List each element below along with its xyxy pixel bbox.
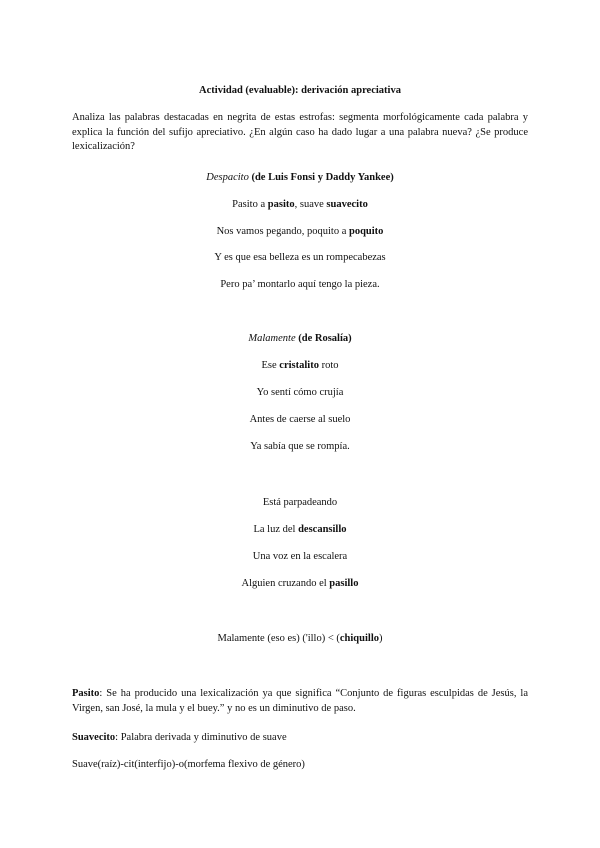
answer-suavecito: Suavecito: Palabra derivada y diminutivo de suave bbox=[72, 732, 287, 743]
song-heading-despacito: Despacito (de Luis Fonsi y Daddy Yankee) bbox=[206, 172, 394, 183]
lyric-line: Pero pa’ montarlo aquí tengo la pieza. bbox=[220, 279, 380, 290]
lyric-line: Yo sentí cómo crujía bbox=[256, 387, 344, 398]
lyric-line: Antes de caerse al suelo bbox=[249, 414, 351, 425]
lyric-line: Está parpadeando bbox=[262, 497, 338, 508]
lyric-line: Alguien cruzando el pasillo bbox=[241, 578, 359, 589]
lyric-line: Una voz en la escalera bbox=[252, 551, 348, 562]
answer-segmentation: Suave(raíz)-cit(interfijo)-o(morfema flexivo de género) bbox=[72, 759, 305, 770]
page-title: Actividad (evaluable): derivación apreciativa bbox=[199, 85, 401, 96]
song-heading-malamente: Malamente (de Rosalía) bbox=[248, 333, 352, 344]
lyric-line: Nos vamos pegando, poquito a poquito bbox=[216, 226, 384, 237]
lyric-line: Ya sabía que se rompía. bbox=[250, 441, 350, 452]
lyric-line: Y es que esa belleza es un rompecabezas bbox=[214, 252, 386, 263]
instructions-paragraph: Analiza las palabras destacadas en negrita de estas estrofas: segmenta morfológicamente cada palabra y explica la función del sufijo apreciativo. ¿En algún caso ha dado lugar a una palabra nueva? ¿Se produce lexicalización? bbox=[72, 112, 528, 152]
answer-pasito: Pasito: Se ha producido una lexicalización ya que significa “Conjunto de figuras esculpidas de Jesús, la Virgen, san José, la mula y el buey.” y no es un diminutivo de paso. bbox=[72, 688, 528, 714]
lyric-line: Pasito a pasito, suave suavecito bbox=[232, 199, 368, 210]
chorus-line: Malamente (eso es) ('illo) < (chiquillo) bbox=[217, 633, 383, 644]
lyric-line: La luz del descansillo bbox=[253, 524, 347, 535]
lyric-line: Ese cristalito roto bbox=[261, 360, 339, 371]
